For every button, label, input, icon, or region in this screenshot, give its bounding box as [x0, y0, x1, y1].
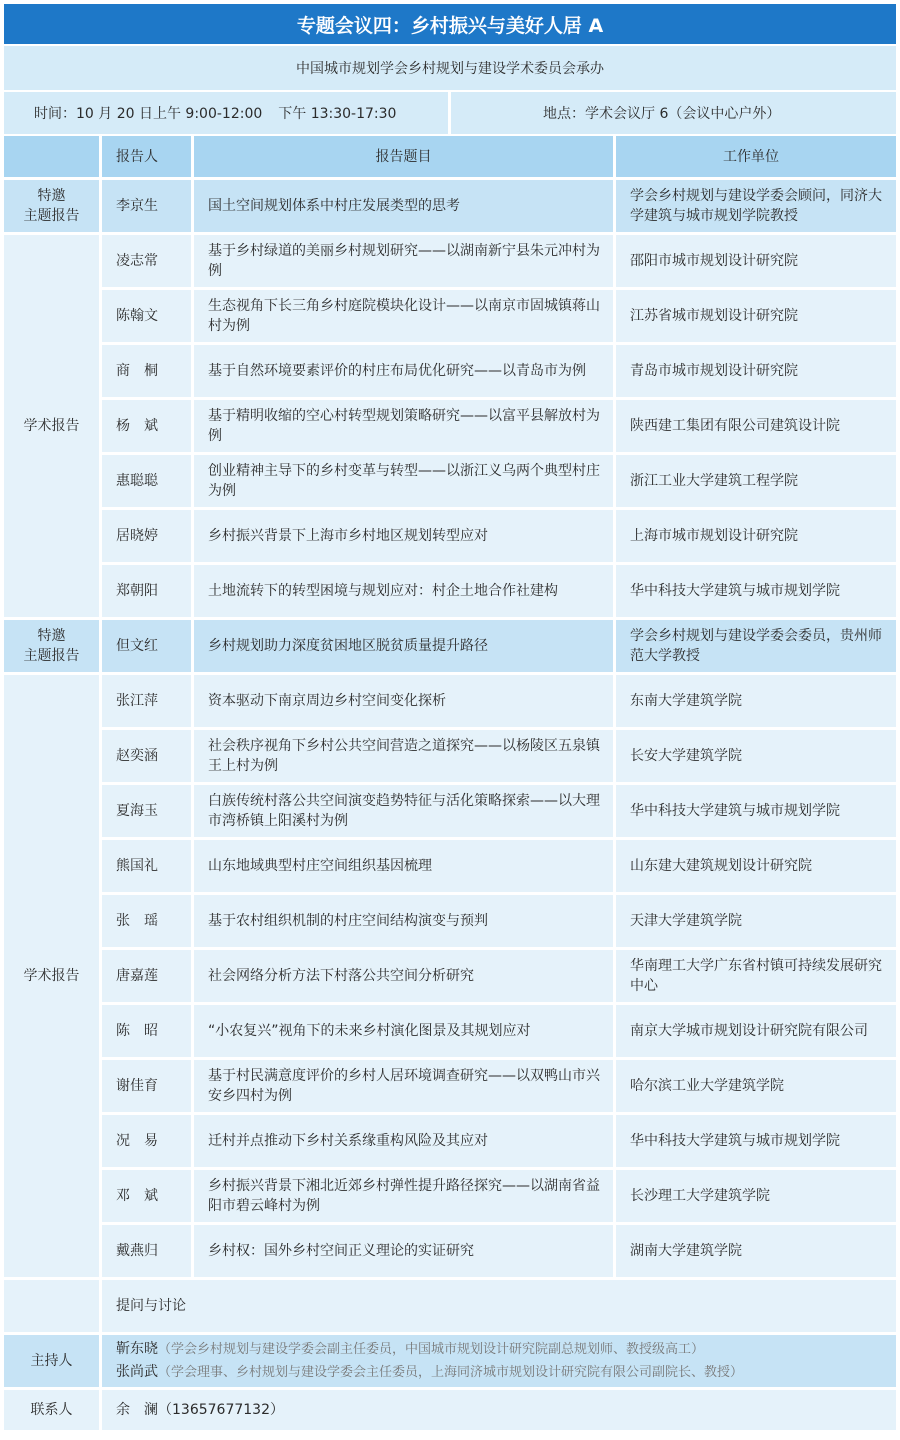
report-title: 乡村权：国外乡村空间正义理论的实证研究 [194, 1225, 613, 1277]
institution-name: 东南大学建筑学院 [616, 675, 896, 727]
speaker-name: 郑朝阳 [102, 565, 191, 617]
speaker-name: 惠聪聪 [102, 455, 191, 507]
contact-label: 联系人 [4, 1390, 99, 1430]
discussion-row [4, 1280, 896, 1332]
institution-name: 江苏省城市规划设计研究院 [616, 290, 896, 342]
institution-name: 上海市城市规划设计研究院 [616, 510, 896, 562]
table-row [4, 840, 896, 892]
table-row [4, 785, 896, 837]
institution-name: 华中科技大学建筑与城市规划学院 [616, 565, 896, 617]
report-title: 基于农村组织机制的村庄空间结构演变与预判 [194, 895, 613, 947]
table-row [4, 950, 896, 1002]
time-cell [4, 92, 448, 134]
section-category [4, 235, 99, 617]
report-title: 基于自然环境要素评价的村庄布局优化研究——以青岛市为例 [194, 345, 613, 397]
hosts-label: 主持人 [4, 1335, 99, 1387]
institution-name: 学会乡村规划与建设学委会委员，贵州师范大学教授 [616, 620, 896, 672]
report-title: 创业精神主导下的乡村变革与转型——以浙江义乌两个典型村庄为例 [194, 455, 613, 507]
institution-name: 长安大学建筑学院 [616, 730, 896, 782]
speaker-name: 戴燕归 [102, 1225, 191, 1277]
table-row [4, 455, 896, 507]
institution-name: 华中科技大学建筑与城市规划学院 [616, 785, 896, 837]
table-row [4, 510, 896, 562]
host-item [116, 1338, 896, 1361]
report-title: 基于村民满意度评价的乡村人居环境调查研究——以双鸭山市兴安乡四村为例 [194, 1060, 613, 1112]
place-cell: 地点：学术会议厅 6（会议中心户外） [451, 92, 896, 134]
institution-name: 哈尔滨工业大学建筑学院 [616, 1060, 896, 1112]
table-row [4, 1170, 896, 1222]
session-title: 专题会议四：乡村振兴与美好人居 A [4, 4, 896, 44]
report-title: 社会网络分析方法下村落公共空间分析研究 [194, 950, 613, 1002]
table-row [4, 1115, 896, 1167]
speaker-name: 居晓婷 [102, 510, 191, 562]
schedule-table [1, 133, 899, 1433]
report-title: “小农复兴”视角下的未来乡村演化图景及其规划应对 [194, 1005, 613, 1057]
speaker-name: 陈翰文 [102, 290, 191, 342]
table-header-row [4, 136, 896, 177]
section-category-line: 特邀 [37, 628, 66, 644]
speaker-name: 况 易 [102, 1115, 191, 1167]
section-category-line: 特邀 [37, 188, 66, 204]
host-name: 靳东晓 [116, 1341, 158, 1357]
table-row [4, 675, 896, 727]
report-title: 乡村振兴背景下上海市乡村地区规划转型应对 [194, 510, 613, 562]
institution-name: 浙江工业大学建筑工程学院 [616, 455, 896, 507]
institution-name: 山东建大建筑规划设计研究院 [616, 840, 896, 892]
speaker-name: 杨 斌 [102, 400, 191, 452]
contact-row [4, 1390, 896, 1430]
speaker-name: 凌志常 [102, 235, 191, 287]
table-row [4, 345, 896, 397]
report-title: 乡村振兴背景下湘北近郊乡村弹性提升路径探究——以湖南省益阳市碧云峰村为例 [194, 1170, 613, 1222]
table-row [4, 895, 896, 947]
header-speaker: 报告人 [102, 136, 191, 177]
section-category-line: 主题报告 [23, 208, 80, 224]
table-row [4, 180, 896, 232]
speaker-name: 张 瑶 [102, 895, 191, 947]
header-category [4, 136, 99, 177]
speaker-name: 唐嘉莲 [102, 950, 191, 1002]
section-category-line: 主题报告 [23, 648, 80, 664]
speaker-name: 谢佳育 [102, 1060, 191, 1112]
hosts-row [4, 1335, 896, 1387]
table-row [4, 565, 896, 617]
institution-name: 华中科技大学建筑与城市规划学院 [616, 1115, 896, 1167]
table-row [4, 730, 896, 782]
speaker-name: 熊国礼 [102, 840, 191, 892]
institution-name: 天津大学建筑学院 [616, 895, 896, 947]
speaker-name: 但文红 [102, 620, 191, 672]
report-title: 迁村并点推动下乡村关系缘重构风险及其应对 [194, 1115, 613, 1167]
report-title: 基于精明收缩的空心村转型规划策略研究——以富平县解放村为例 [194, 400, 613, 452]
report-title: 白族传统村落公共空间演变趋势特征与活化策略探索——以大理市湾桥镇上阳溪村为例 [194, 785, 613, 837]
section-category [4, 180, 99, 232]
header-title: 报告题目 [194, 136, 613, 177]
institution-name: 南京大学城市规划设计研究院有限公司 [616, 1005, 896, 1057]
section-category [4, 675, 99, 1277]
organizer-line: 中国城市规划学会乡村规划与建设学术委员会承办 [4, 46, 896, 90]
table-row [4, 235, 896, 287]
report-title: 国土空间规划体系中村庄发展类型的思考 [194, 180, 613, 232]
time-pm: 下午 13:30-17:30 [278, 106, 397, 122]
table-row [4, 620, 896, 672]
table-row [4, 400, 896, 452]
institution-name: 青岛市城市规划设计研究院 [616, 345, 896, 397]
speaker-name: 邓 斌 [102, 1170, 191, 1222]
institution-name: 陕西建工集团有限公司建筑设计院 [616, 400, 896, 452]
host-note: （学会乡村规划与建设学委会副主任委员，中国城市规划设计研究院副总规划师、教授级高工） [158, 1342, 705, 1357]
report-title: 社会秩序视角下乡村公共空间营造之道探究——以杨陵区五泉镇王上村为例 [194, 730, 613, 782]
discussion-label: 提问与讨论 [102, 1280, 896, 1332]
institution-name: 邵阳市城市规划设计研究院 [616, 235, 896, 287]
table-row [4, 1060, 896, 1112]
speaker-name: 夏海玉 [102, 785, 191, 837]
report-title: 山东地域典型村庄空间组织基因梳理 [194, 840, 613, 892]
speaker-name: 张江萍 [102, 675, 191, 727]
table-row [4, 1005, 896, 1057]
speaker-name: 商 桐 [102, 345, 191, 397]
speaker-name: 赵奕涵 [102, 730, 191, 782]
host-item [116, 1361, 896, 1384]
header-institution: 工作单位 [616, 136, 896, 177]
host-name: 张尚武 [116, 1364, 158, 1380]
report-title: 乡村规划助力深度贫困地区脱贫质量提升路径 [194, 620, 613, 672]
table-row [4, 290, 896, 342]
institution-name: 华南理工大学广东省村镇可持续发展研究中心 [616, 950, 896, 1002]
section-category [4, 620, 99, 672]
speaker-name: 李京生 [102, 180, 191, 232]
table-row [4, 1225, 896, 1277]
host-note: （学会理事、乡村规划与建设学委会主任委员，上海同济城市规划设计研究院有限公司副院长、教授） [158, 1365, 744, 1380]
hosts-list [102, 1335, 896, 1387]
section-category-line: 学术报告 [23, 418, 80, 434]
speaker-name: 陈 昭 [102, 1005, 191, 1057]
section-category-line: 学术报告 [23, 968, 80, 984]
contact-value: 余 澜（13657677132） [102, 1390, 896, 1430]
report-title: 基于乡村绿道的美丽乡村规划研究——以湖南新宁县朱元冲村为例 [194, 235, 613, 287]
report-title: 资本驱动下南京周边乡村空间变化探析 [194, 675, 613, 727]
institution-name: 湖南大学建筑学院 [616, 1225, 896, 1277]
discussion-category [4, 1280, 99, 1332]
report-title: 土地流转下的转型困境与规划应对：村企土地合作社建构 [194, 565, 613, 617]
institution-name: 长沙理工大学建筑学院 [616, 1170, 896, 1222]
time-am: 时间：10 月 20 日上午 9:00-12:00 [34, 106, 263, 122]
report-title: 生态视角下长三角乡村庭院模块化设计——以南京市固城镇蒋山村为例 [194, 290, 613, 342]
institution-name: 学会乡村规划与建设学委会顾问，同济大学建筑与城市规划学院教授 [616, 180, 896, 232]
